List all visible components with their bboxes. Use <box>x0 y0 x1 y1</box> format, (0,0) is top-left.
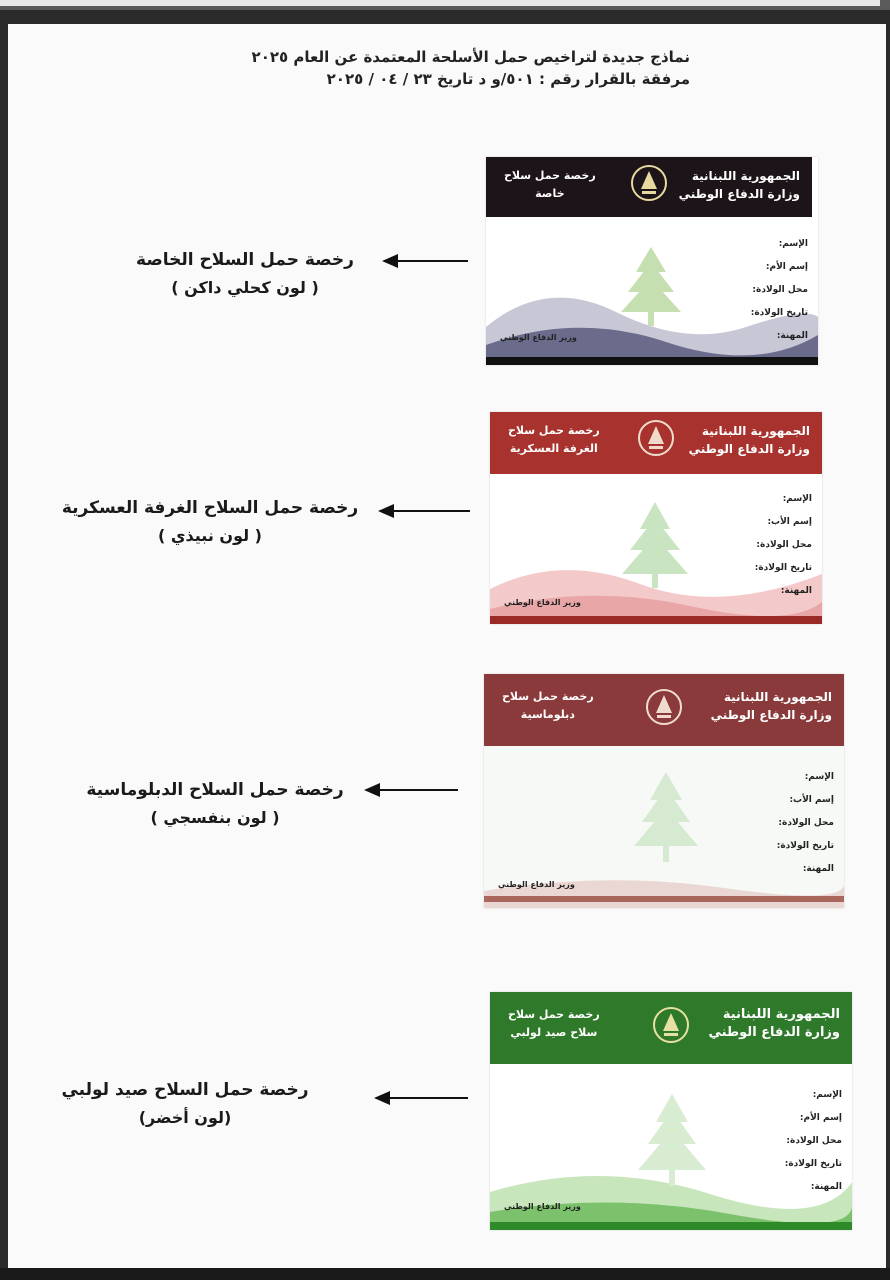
card-ministry: وزارة الدفاع الوطني <box>710 708 832 722</box>
cedar-tree-icon <box>621 247 681 326</box>
license-card-private <box>486 157 818 365</box>
card-header-band <box>490 992 852 1064</box>
card-license-line1: رخصة حمل سلاح <box>508 1008 600 1021</box>
document-header <box>252 46 690 90</box>
field-birthdate: تاريخ الولادة: <box>750 308 808 318</box>
field-father: إسم الأب: <box>789 795 834 805</box>
field-name: الإسم: <box>778 239 808 249</box>
arrow-2 <box>380 510 470 512</box>
label-title: رخصة حمل السلاح الدبلوماسية <box>86 780 344 800</box>
card-republic-block <box>689 422 810 458</box>
label-color-note: ( لون نبيذي ) <box>157 526 262 545</box>
cedar-tree-icon <box>638 1094 706 1186</box>
arrow-4 <box>376 1097 468 1099</box>
field-name: الإسم: <box>812 1090 842 1100</box>
card-ministry: وزارة الدفاع الوطني <box>688 442 810 456</box>
card-republic-block <box>711 688 832 724</box>
license-card-diplomatic <box>484 674 844 908</box>
card-license-line1: رخصة حمل سلاح <box>508 424 600 437</box>
arrow-1 <box>384 260 468 262</box>
card-republic-block <box>679 167 800 203</box>
field-name: الإسم: <box>782 494 812 504</box>
label-card-1 <box>120 246 370 302</box>
card-minister: وزير الدفاع الوطني <box>500 333 577 342</box>
army-emblem-icon <box>630 164 668 202</box>
card-license-line2: دبلوماسية <box>520 708 575 721</box>
label-color-note: (لون أخضر) <box>138 1108 232 1127</box>
card-license-line2: سلاح صيد لولبي <box>510 1026 598 1039</box>
label-card-2 <box>50 494 370 550</box>
header-title: نماذج جديدة لتراخيص حمل الأسلحة المعتمدة عن العام ٢٠٢٥ <box>251 48 690 66</box>
card-republic-block <box>708 1006 840 1042</box>
army-emblem-icon <box>637 419 675 457</box>
field-birthplace: محل الولادة: <box>752 285 808 295</box>
card-republic: الجمهورية اللبنانية <box>691 169 800 183</box>
army-emblem-icon <box>645 688 683 726</box>
field-profession: المهنة: <box>810 1182 842 1192</box>
field-mother: إسم الأم: <box>799 1113 842 1123</box>
label-title: رخصة حمل السلاح الغرفة العسكرية <box>61 498 359 518</box>
field-profession: المهنة: <box>780 586 812 596</box>
field-birthplace: محل الولادة: <box>786 1136 842 1146</box>
card-republic: الجمهورية اللبنانية <box>722 1007 840 1022</box>
card-license-type <box>508 1006 600 1042</box>
card-minister: وزير الدفاع الوطني <box>504 598 581 607</box>
cedar-tree-icon <box>622 502 688 588</box>
field-birthdate: تاريخ الولادة: <box>776 841 834 851</box>
label-title: رخصة حمل السلاح الخاصة <box>136 250 354 270</box>
license-card-hunting <box>490 992 852 1230</box>
card-bottom-stripe <box>490 1222 852 1230</box>
card-license-line1: رخصة حمل سلاح <box>502 690 594 703</box>
card-fields <box>755 488 812 603</box>
card-fields <box>751 233 808 348</box>
field-father: إسم الأب: <box>767 517 812 527</box>
field-birthdate: تاريخ الولادة: <box>754 563 812 573</box>
card-fields <box>777 766 834 881</box>
card-republic: الجمهورية اللبنانية <box>701 424 810 438</box>
card-bottom-stripe <box>486 357 818 365</box>
field-profession: المهنة: <box>802 864 834 874</box>
army-emblem-icon <box>652 1006 690 1044</box>
label-card-3 <box>70 776 360 832</box>
arrow-3 <box>366 789 458 791</box>
label-color-note: ( لون بنفسجي ) <box>150 808 280 827</box>
card-header-band <box>484 674 844 746</box>
card-license-type <box>502 688 594 724</box>
card-license-type <box>504 167 596 203</box>
field-name: الإسم: <box>804 772 834 782</box>
card-license-line2: خاصة <box>535 187 565 200</box>
card-license-line1: رخصة حمل سلاح <box>504 169 596 182</box>
card-fields <box>785 1084 842 1199</box>
card-ministry: وزارة الدفاع الوطني <box>708 1025 840 1040</box>
card-license-type <box>508 422 600 458</box>
top-strip <box>0 0 890 10</box>
card-bottom-stripe <box>490 616 822 624</box>
field-mother: إسم الأم: <box>765 262 808 272</box>
card-minister: وزير الدفاع الوطني <box>498 880 575 889</box>
header-decision: مرفقة بالقرار رقم : ٥٠١/و د تاريخ ٢٣ / ٠٤ / ٢٠٢٥ <box>326 70 690 88</box>
field-birthplace: محل الولادة: <box>756 540 812 550</box>
label-title: رخصة حمل السلاح صيد لولبي <box>61 1080 309 1100</box>
label-card-4 <box>40 1076 330 1132</box>
card-minister: وزير الدفاع الوطني <box>504 1202 581 1211</box>
card-header-band <box>490 412 822 474</box>
card-ministry: وزارة الدفاع الوطني <box>678 187 800 201</box>
field-profession: المهنة: <box>776 331 808 341</box>
card-header-band <box>486 157 812 217</box>
field-birthplace: محل الولادة: <box>778 818 834 828</box>
top-strip-inner <box>0 0 880 6</box>
card-bottom-stripe <box>484 896 844 902</box>
card-republic: الجمهورية اللبنانية <box>723 690 832 704</box>
field-birthdate: تاريخ الولادة: <box>784 1159 842 1169</box>
bottom-bar <box>0 1268 890 1280</box>
card-license-line2: الغرفة العسكرية <box>509 442 598 455</box>
label-color-note: ( لون كحلي داكن ) <box>171 278 319 297</box>
license-card-military-room <box>490 412 822 624</box>
